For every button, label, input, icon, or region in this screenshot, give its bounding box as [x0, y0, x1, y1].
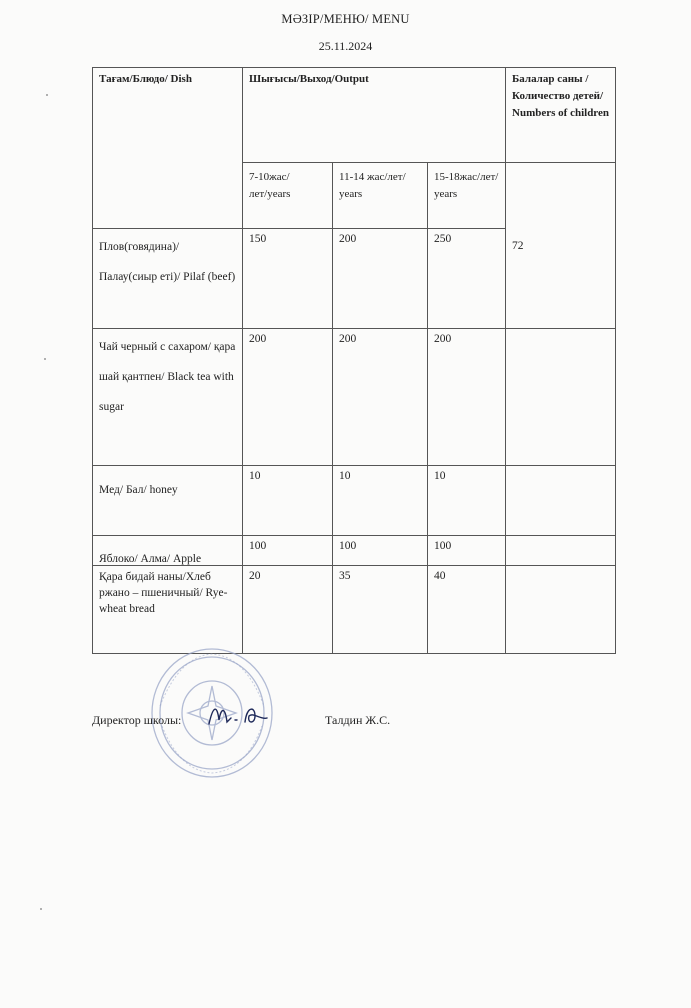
- director-label: Директор школы:: [92, 713, 182, 727]
- output-15-18: 40: [428, 566, 506, 654]
- dish-name: Мед/ Бал/ honey: [93, 466, 243, 536]
- table-row: [93, 329, 616, 466]
- table-row: [93, 466, 616, 536]
- scan-dot: [40, 908, 42, 910]
- director-signature-icon: [205, 700, 275, 730]
- table-row: [93, 566, 616, 654]
- empty-cell: [506, 466, 616, 536]
- scan-dot: [46, 94, 48, 96]
- output-11-14: 100: [333, 536, 428, 566]
- empty-cell: [506, 536, 616, 566]
- table-row: [93, 536, 616, 566]
- output-7-10: 150: [243, 229, 333, 329]
- output-11-14: 200: [333, 229, 428, 329]
- output-15-18: 10: [428, 466, 506, 536]
- dish-name: Яблоко/ Алма/ Apple: [93, 536, 243, 566]
- scan-dot: [44, 358, 46, 360]
- output-7-10: 10: [243, 466, 333, 536]
- output-7-10: 20: [243, 566, 333, 654]
- output-11-14: 10: [333, 466, 428, 536]
- table-header-row: [93, 68, 616, 163]
- header-dish: Тағам/Блюдо/ Dish: [93, 68, 243, 229]
- dish-name: Қара бидай наны/Хлеб ржано – пшеничный/ Rye-wheat bread: [93, 566, 243, 654]
- age-group-7-10: 7-10жас/лет/years: [243, 163, 333, 229]
- output-15-18: 250: [428, 229, 506, 329]
- header-output: Шығысы/Выход/Output: [243, 68, 506, 163]
- output-7-10: 100: [243, 536, 333, 566]
- children-count: 72: [506, 163, 616, 329]
- output-15-18: 200: [428, 329, 506, 466]
- output-15-18: 100: [428, 536, 506, 566]
- menu-title: МӘЗІР/МЕНЮ/ MENU: [281, 12, 410, 26]
- dish-name: Чай черный с сахаром/ қара шай қантпен/ Black tea with sugar: [93, 329, 243, 466]
- menu-date: 25.11.2024: [318, 39, 373, 53]
- output-11-14: 200: [333, 329, 428, 466]
- age-group-15-18: 15-18жас/лет/ years: [428, 163, 506, 229]
- output-7-10: 200: [243, 329, 333, 466]
- age-group-11-14: 11-14 жас/лет/ years: [333, 163, 428, 229]
- menu-table: [92, 67, 616, 654]
- director-name: Талдин Ж.С.: [325, 713, 391, 727]
- empty-cell: [506, 566, 616, 654]
- output-11-14: 35: [333, 566, 428, 654]
- dish-name: Плов(говядина)/ Палау(сиыр еті)/ Pilaf (beef): [93, 229, 243, 329]
- header-children: Балалар саны /Количество детей/ Numbers of children: [506, 68, 616, 163]
- empty-cell: [506, 329, 616, 466]
